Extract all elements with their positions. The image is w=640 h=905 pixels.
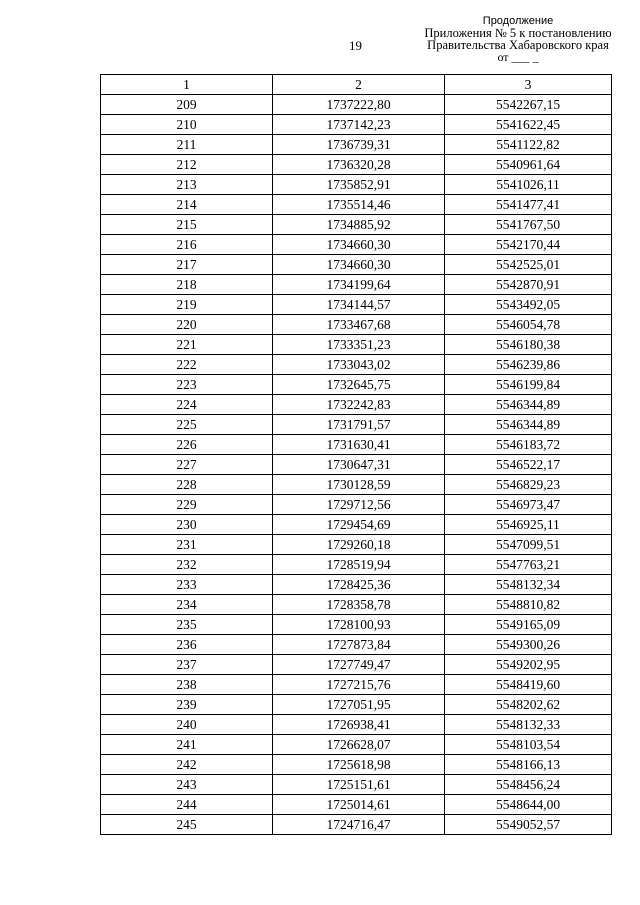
- point-number-cell: 219: [101, 295, 273, 315]
- table-row: [101, 455, 612, 475]
- point-number-cell: 238: [101, 675, 273, 695]
- point-number-cell: 218: [101, 275, 273, 295]
- y-coordinate-cell: 5546054,78: [445, 315, 612, 335]
- x-coordinate-cell: 1727051,95: [273, 695, 445, 715]
- table-row: [101, 695, 612, 715]
- appendix-reference: Приложения № 5 к постановлению: [424, 26, 612, 40]
- x-coordinate-cell: 1726628,07: [273, 735, 445, 755]
- point-number-cell: 211: [101, 135, 273, 155]
- y-coordinate-cell: 5546973,47: [445, 495, 612, 515]
- table-row: [101, 175, 612, 195]
- x-coordinate-cell: 1733351,23: [273, 335, 445, 355]
- table-body: [101, 95, 612, 835]
- government-name: Правительства Хабаровского края: [427, 38, 609, 52]
- table-row: [101, 535, 612, 555]
- continuation-label: Продолжение: [482, 15, 554, 27]
- table-row: [101, 515, 612, 535]
- table-row: [101, 135, 612, 155]
- x-coordinate-cell: 1724716,47: [273, 815, 445, 835]
- x-coordinate-cell: 1734660,30: [273, 235, 445, 255]
- x-coordinate-cell: 1725014,61: [273, 795, 445, 815]
- point-number-cell: 224: [101, 395, 273, 415]
- x-coordinate-cell: 1729260,18: [273, 535, 445, 555]
- point-number-cell: 215: [101, 215, 273, 235]
- point-number-cell: 231: [101, 535, 273, 555]
- table-row: [101, 775, 612, 795]
- x-coordinate-cell: 1735852,91: [273, 175, 445, 195]
- table-row: [101, 375, 612, 395]
- point-number-cell: 230: [101, 515, 273, 535]
- table-row: [101, 395, 612, 415]
- y-coordinate-cell: 5546180,38: [445, 335, 612, 355]
- table-row: [101, 555, 612, 575]
- table-row: [101, 295, 612, 315]
- table-row: [101, 195, 612, 215]
- y-coordinate-cell: 5546344,89: [445, 395, 612, 415]
- table-row: [101, 335, 612, 355]
- x-coordinate-cell: 1730647,31: [273, 455, 445, 475]
- table-row: [101, 275, 612, 295]
- point-number-cell: 217: [101, 255, 273, 275]
- x-coordinate-cell: 1732242,83: [273, 395, 445, 415]
- date-line: от ___ _: [497, 50, 539, 64]
- x-coordinate-cell: 1733043,02: [273, 355, 445, 375]
- y-coordinate-cell: 5541767,50: [445, 215, 612, 235]
- x-coordinate-cell: 1727749,47: [273, 655, 445, 675]
- x-coordinate-cell: 1725151,61: [273, 775, 445, 795]
- table-row: [101, 255, 612, 275]
- table-row: [101, 595, 612, 615]
- x-coordinate-cell: 1735514,46: [273, 195, 445, 215]
- table-row: [101, 415, 612, 435]
- point-number-cell: 235: [101, 615, 273, 635]
- y-coordinate-cell: 5548456,24: [445, 775, 612, 795]
- point-number-cell: 237: [101, 655, 273, 675]
- x-coordinate-cell: 1727215,76: [273, 675, 445, 695]
- table-row: [101, 315, 612, 335]
- table-row: [101, 675, 612, 695]
- table-row: [101, 215, 612, 235]
- point-number-cell: 213: [101, 175, 273, 195]
- y-coordinate-cell: 5541122,82: [445, 135, 612, 155]
- y-coordinate-cell: 5540961,64: [445, 155, 612, 175]
- y-coordinate-cell: 5542267,15: [445, 95, 612, 115]
- table-row: [101, 735, 612, 755]
- y-coordinate-cell: 5549202,95: [445, 655, 612, 675]
- y-coordinate-cell: 5548644,00: [445, 795, 612, 815]
- x-coordinate-cell: 1728425,36: [273, 575, 445, 595]
- y-coordinate-cell: 5543492,05: [445, 295, 612, 315]
- table-row: [101, 715, 612, 735]
- x-coordinate-cell: 1730128,59: [273, 475, 445, 495]
- column-header: 3: [445, 75, 612, 95]
- column-header: 2: [273, 75, 445, 95]
- y-coordinate-cell: 5548166,13: [445, 755, 612, 775]
- point-number-cell: 212: [101, 155, 273, 175]
- y-coordinate-cell: 5549300,26: [445, 635, 612, 655]
- y-coordinate-cell: 5541477,41: [445, 195, 612, 215]
- table-row: [101, 575, 612, 595]
- point-number-cell: 236: [101, 635, 273, 655]
- point-number-cell: 233: [101, 575, 273, 595]
- table-row: [101, 235, 612, 255]
- y-coordinate-cell: 5546522,17: [445, 455, 612, 475]
- x-coordinate-cell: 1728519,94: [273, 555, 445, 575]
- point-number-cell: 223: [101, 375, 273, 395]
- y-coordinate-cell: 5548132,34: [445, 575, 612, 595]
- point-number-cell: 209: [101, 95, 273, 115]
- point-number-cell: 232: [101, 555, 273, 575]
- x-coordinate-cell: 1733467,68: [273, 315, 445, 335]
- y-coordinate-cell: 5548202,62: [445, 695, 612, 715]
- table-row: [101, 475, 612, 495]
- y-coordinate-cell: 5546199,84: [445, 375, 612, 395]
- y-coordinate-cell: 5547099,51: [445, 535, 612, 555]
- point-number-cell: 241: [101, 735, 273, 755]
- y-coordinate-cell: 5541026,11: [445, 175, 612, 195]
- point-number-cell: 216: [101, 235, 273, 255]
- point-number-cell: 245: [101, 815, 273, 835]
- y-coordinate-cell: 5541622,45: [445, 115, 612, 135]
- y-coordinate-cell: 5546239,86: [445, 355, 612, 375]
- x-coordinate-cell: 1736739,31: [273, 135, 445, 155]
- point-number-cell: 226: [101, 435, 273, 455]
- x-coordinate-cell: 1725618,98: [273, 755, 445, 775]
- table-row: [101, 795, 612, 815]
- table-row: [101, 615, 612, 635]
- y-coordinate-cell: 5548132,33: [445, 715, 612, 735]
- x-coordinate-cell: 1731630,41: [273, 435, 445, 455]
- y-coordinate-cell: 5546925,11: [445, 515, 612, 535]
- x-coordinate-cell: 1729454,69: [273, 515, 445, 535]
- x-coordinate-cell: 1734885,92: [273, 215, 445, 235]
- point-number-cell: 222: [101, 355, 273, 375]
- coordinates-table: [100, 74, 612, 835]
- y-coordinate-cell: 5546829,23: [445, 475, 612, 495]
- table-row: [101, 155, 612, 175]
- y-coordinate-cell: 5546183,72: [445, 435, 612, 455]
- table-row: [101, 655, 612, 675]
- x-coordinate-cell: 1727873,84: [273, 635, 445, 655]
- x-coordinate-cell: 1728358,78: [273, 595, 445, 615]
- point-number-cell: 225: [101, 415, 273, 435]
- x-coordinate-cell: 1737222,80: [273, 95, 445, 115]
- y-coordinate-cell: 5542525,01: [445, 255, 612, 275]
- table-row: [101, 635, 612, 655]
- y-coordinate-cell: 5547763,21: [445, 555, 612, 575]
- column-header: 1: [101, 75, 273, 95]
- x-coordinate-cell: 1737142,23: [273, 115, 445, 135]
- point-number-cell: 210: [101, 115, 273, 135]
- y-coordinate-cell: 5548103,54: [445, 735, 612, 755]
- table-row: [101, 495, 612, 515]
- table-row: [101, 435, 612, 455]
- point-number-cell: 242: [101, 755, 273, 775]
- page-number: 19: [349, 38, 362, 53]
- point-number-cell: 229: [101, 495, 273, 515]
- table-row: [101, 115, 612, 135]
- x-coordinate-cell: 1729712,56: [273, 495, 445, 515]
- point-number-cell: 214: [101, 195, 273, 215]
- point-number-cell: 221: [101, 335, 273, 355]
- x-coordinate-cell: 1734199,64: [273, 275, 445, 295]
- table-row: [101, 95, 612, 115]
- point-number-cell: 220: [101, 315, 273, 335]
- x-coordinate-cell: 1726938,41: [273, 715, 445, 735]
- y-coordinate-cell: 5549052,57: [445, 815, 612, 835]
- table-row: [101, 355, 612, 375]
- y-coordinate-cell: 5542170,44: [445, 235, 612, 255]
- point-number-cell: 240: [101, 715, 273, 735]
- x-coordinate-cell: 1728100,93: [273, 615, 445, 635]
- y-coordinate-cell: 5548419,60: [445, 675, 612, 695]
- table-row: [101, 815, 612, 835]
- point-number-cell: 227: [101, 455, 273, 475]
- y-coordinate-cell: 5542870,91: [445, 275, 612, 295]
- point-number-cell: 243: [101, 775, 273, 795]
- point-number-cell: 239: [101, 695, 273, 715]
- y-coordinate-cell: 5548810,82: [445, 595, 612, 615]
- point-number-cell: 228: [101, 475, 273, 495]
- point-number-cell: 244: [101, 795, 273, 815]
- point-number-cell: 234: [101, 595, 273, 615]
- x-coordinate-cell: 1734144,57: [273, 295, 445, 315]
- table-row: [101, 755, 612, 775]
- y-coordinate-cell: 5546344,89: [445, 415, 612, 435]
- table-header-row: [101, 75, 612, 95]
- x-coordinate-cell: 1736320,28: [273, 155, 445, 175]
- x-coordinate-cell: 1734660,30: [273, 255, 445, 275]
- x-coordinate-cell: 1732645,75: [273, 375, 445, 395]
- y-coordinate-cell: 5549165,09: [445, 615, 612, 635]
- x-coordinate-cell: 1731791,57: [273, 415, 445, 435]
- appendix-header: [418, 15, 618, 63]
